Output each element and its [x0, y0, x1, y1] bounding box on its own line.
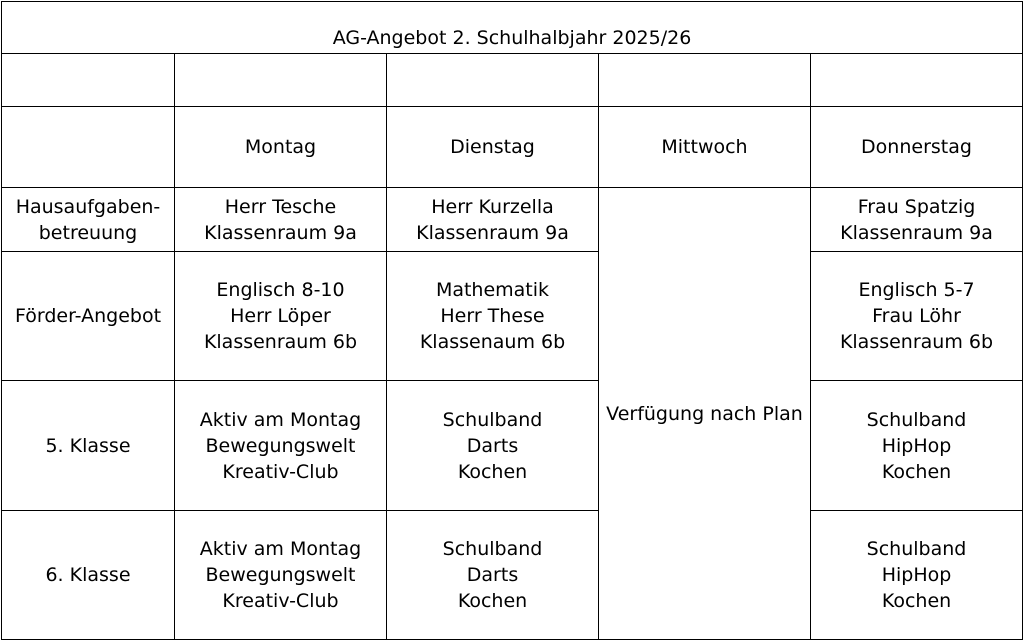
cell-line: Schulband	[866, 538, 967, 560]
cell-mittwoch-merged: Verfügung nach Plan	[599, 188, 811, 640]
cell-dienstag	[387, 188, 599, 252]
cell-line: Englisch 8-10	[216, 279, 345, 301]
row-label-line: betreuung	[38, 221, 138, 244]
cell-line: Klassenraum 6b	[839, 331, 994, 353]
row-label	[2, 188, 175, 252]
cell-line: Frau Löhr	[872, 305, 961, 327]
cell-line: Aktiv am Montag	[199, 408, 362, 431]
cell-line: Darts	[466, 434, 519, 457]
cell-line: Kochen	[457, 460, 528, 483]
cell-montag	[175, 252, 387, 381]
empty-cell	[387, 54, 599, 107]
cell-montag	[175, 511, 387, 640]
cell-line: Bewegungswelt	[205, 434, 356, 457]
cell-line: Kochen	[881, 590, 952, 612]
cell-line: Aktiv am Montag	[199, 538, 362, 560]
empty-cell	[2, 54, 175, 107]
day-header-dienstag: Dienstag	[387, 107, 599, 188]
row-label: Förder-Angebot	[2, 252, 175, 381]
days-header-row	[2, 107, 1023, 188]
title-row	[2, 2, 1023, 54]
cell-donnerstag	[811, 511, 1023, 640]
cell-dienstag	[387, 381, 599, 511]
cell-line: Schulband	[442, 408, 543, 431]
cell-line: Kochen	[457, 590, 528, 612]
row-label-line: Hausaufgaben-	[15, 195, 161, 218]
cell-line: Mathematik	[435, 279, 550, 301]
row-label: 6. Klasse	[2, 511, 175, 640]
row-6-klasse	[2, 511, 1023, 640]
empty-cell	[811, 54, 1023, 107]
cell-line: HipHop	[881, 434, 952, 457]
cell-dienstag	[387, 511, 599, 640]
cell-line: Kochen	[881, 460, 952, 483]
cell-line: Herr Tesche	[224, 195, 337, 218]
cell-line: Klassenraum 6b	[203, 331, 358, 353]
day-header-montag: Montag	[175, 107, 387, 188]
cell-montag	[175, 381, 387, 511]
day-header-donnerstag: Donnerstag	[811, 107, 1023, 188]
cell-line: Englisch 5-7	[858, 279, 975, 301]
cell-donnerstag	[811, 188, 1023, 252]
cell-line: Herr Löper	[230, 305, 331, 327]
cell-montag	[175, 188, 387, 252]
cell-line: Darts	[466, 564, 519, 586]
cell-line: Klassenraum 9a	[416, 221, 569, 244]
corner-cell	[2, 107, 175, 188]
day-header-mittwoch: Mittwoch	[599, 107, 811, 188]
cell-line: Schulband	[442, 538, 543, 560]
row-hausaufgabenbetreuung	[2, 188, 1023, 252]
cell-line: Frau Spatzig	[857, 195, 976, 218]
cell-donnerstag	[811, 252, 1023, 381]
empty-cell	[175, 54, 387, 107]
ag-schedule-table	[1, 1, 1023, 640]
cell-dienstag	[387, 252, 599, 381]
cell-line: Bewegungswelt	[205, 564, 356, 586]
cell-line: Herr These	[440, 305, 545, 327]
cell-line: Schulband	[866, 408, 967, 431]
cell-line: Kreativ-Club	[222, 590, 339, 612]
cell-line: Klassenraum 9a	[204, 221, 357, 244]
table-title: AG-Angebot 2. Schulhalbjahr 2025/26	[2, 2, 1023, 54]
row-foerder-angebot	[2, 252, 1023, 381]
cell-line: Herr Kurzella	[431, 195, 554, 218]
cell-line: Kreativ-Club	[222, 460, 339, 483]
cell-donnerstag	[811, 381, 1023, 511]
cell-line: Klassenraum 9a	[840, 221, 993, 244]
cell-line: HipHop	[881, 564, 952, 586]
row-5-klasse	[2, 381, 1023, 511]
row-label: 5. Klasse	[2, 381, 175, 511]
empty-cell	[599, 54, 811, 107]
cell-line: Klassenaum 6b	[419, 331, 566, 353]
empty-row	[2, 54, 1023, 107]
